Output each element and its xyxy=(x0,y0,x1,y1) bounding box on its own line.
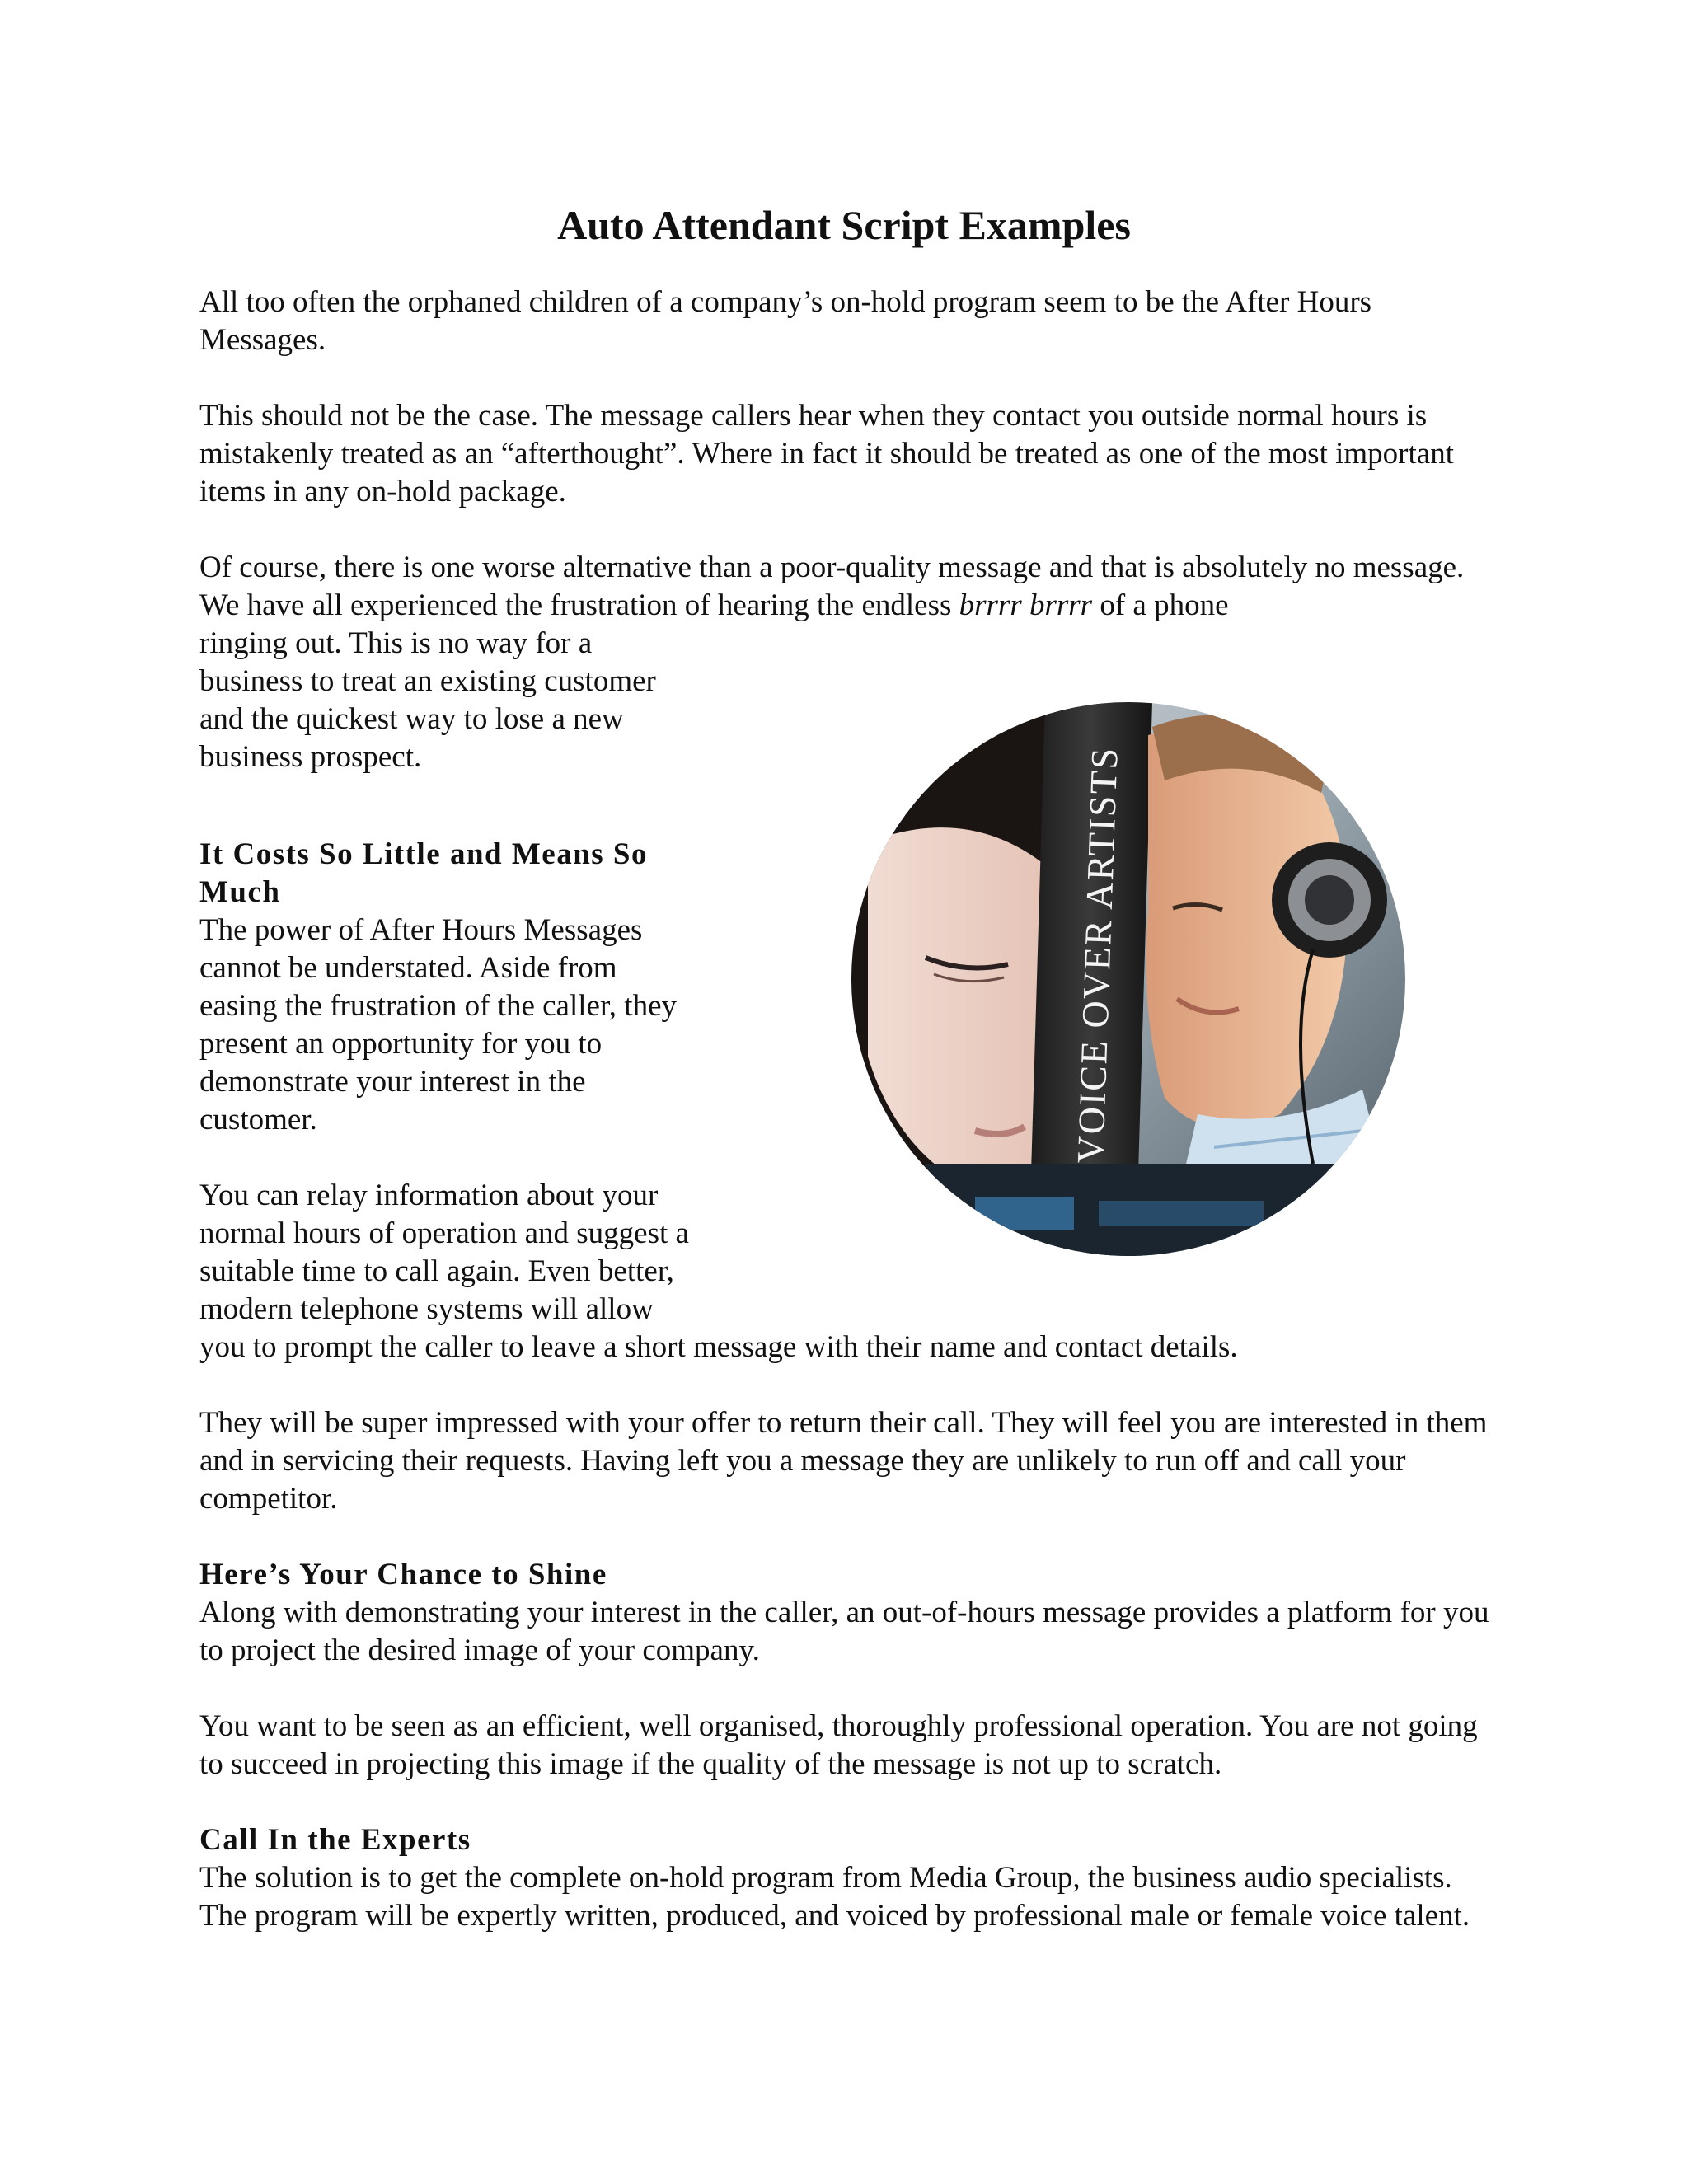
paragraph-project-image: Along with demonstrating your interest in the caller, an out-of-hours message provides a platform for you to project the desired image of your company. xyxy=(199,1596,1489,1667)
para3-text-a: Of course, there is one worse alternative than a poor-quality message and that is absolutely no message. We have all experienced the frustration of hearing the endless xyxy=(199,551,1465,622)
paragraph-worse-alternative xyxy=(199,549,1502,625)
para3-line: business to treat an existing customer xyxy=(199,664,656,698)
text-line: modern telephone systems will allow xyxy=(199,1292,654,1326)
page-title: Auto Attendant Script Examples xyxy=(557,202,1131,248)
text-line: cannot be understated. Aside from xyxy=(199,951,617,985)
heading-line: Much xyxy=(199,875,281,909)
para3-line: business prospect. xyxy=(199,740,422,774)
para3-emphasis: brrrr brrrr xyxy=(959,588,1093,622)
text-line: suitable time to call again. Even better, xyxy=(199,1254,674,1288)
text-line: customer. xyxy=(199,1103,317,1137)
voice-over-artists-photo xyxy=(851,702,1405,1256)
para3-line: and the quickest way to lose a new xyxy=(199,702,624,736)
intro-paragraph: All too often the orphaned children of a company’s on-hold program seem to be the After Hours Messages. xyxy=(199,285,1372,357)
paragraph-impressed: They will be super impressed with your offer to return their call. They will feel you are interested in them and in servicing their requests. Having left you a message they are unlikely to run off and call your competitor. xyxy=(199,1406,1488,1516)
paragraph-professional: You want to be seen as an efficient, well organised, thoroughly professional operation. You are not going to succeed in projecting this image if the quality of the message is not up to scratch. xyxy=(199,1709,1478,1781)
heading-line: It Costs So Little and Means So xyxy=(199,837,648,871)
paragraph-solution: The solution is to get the complete on-hold program from Media Group, the business audio specialists. The program will be expertly written, produced, and voiced by professional male or female voice talent. xyxy=(199,1861,1470,1933)
heading-costs-so-little xyxy=(199,836,776,912)
para3-text-b: of a phone xyxy=(1092,588,1229,622)
text-line: present an opportunity for you to xyxy=(199,1027,603,1061)
paragraph-power-of-messages xyxy=(199,912,776,1139)
text-line: The power of After Hours Messages xyxy=(199,913,643,947)
text-line: demonstrate your interest in the xyxy=(199,1065,586,1099)
para3-line: ringing out. This is no way for a xyxy=(199,626,593,660)
text-line: you to prompt the caller to leave a short message with their name and contact details. xyxy=(199,1330,1238,1364)
text-line: normal hours of operation and suggest a xyxy=(199,1216,689,1250)
text-line: easing the frustration of the caller, they xyxy=(199,989,677,1023)
heading-call-experts: Call In the Experts xyxy=(199,1823,471,1857)
text-line: You can relay information about your xyxy=(199,1179,659,1212)
paragraph-ringing-out xyxy=(199,625,776,776)
paragraph-relay-information xyxy=(199,1177,1502,1366)
photo-caption-text: VOICE OVER ARTISTS xyxy=(1069,745,1126,1165)
heading-chance-to-shine: Here’s Your Chance to Shine xyxy=(199,1558,607,1591)
paragraph-afterthought: This should not be the case. The message callers hear when they contact you outside normal hours is mistakenly treated as an “afterthought”. Where in fact it should be treated as one of the most important items in any on-hold package. xyxy=(199,399,1454,509)
photo-illustration xyxy=(851,702,1405,1256)
